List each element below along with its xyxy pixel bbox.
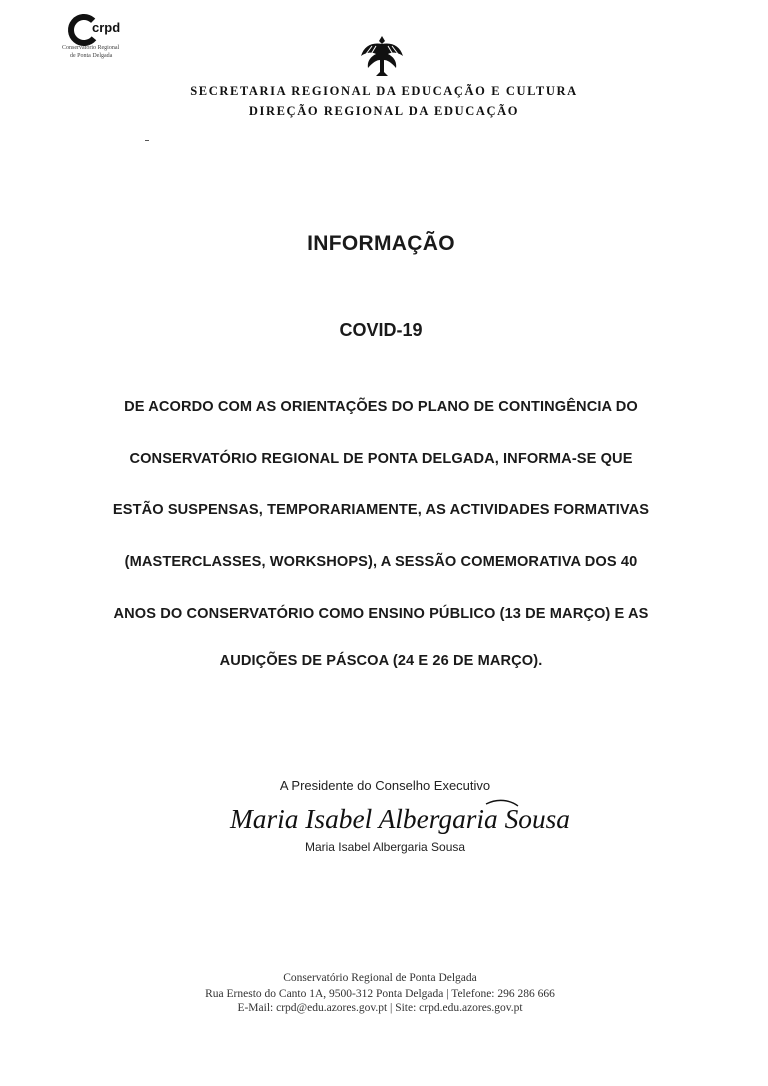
logo-text: crpd	[92, 20, 121, 35]
footer-contacts: E-Mail: crpd@edu.azores.gov.pt | Site: crpd.edu.azores.gov.pt	[237, 1002, 523, 1014]
scan-mark	[145, 140, 149, 141]
body-line: DE ACORDO COM AS ORIENTAÇÕES DO PLANO DE CONTINGÊNCIA DO	[124, 399, 638, 415]
body-line: (MASTERCLASSES, WORKSHOPS), A SESSÃO COMEMORATIVA DOS 40	[124, 554, 638, 570]
body-line: AUDIÇÕES DE PÁSCOA (24 E 26 DE MARÇO).	[219, 653, 543, 669]
eagle-crest-icon	[358, 32, 406, 78]
footer-institution: Conservatório Regional de Ponta Delgada	[283, 972, 477, 984]
body-line: CONSERVATÓRIO REGIONAL DE PONTA DELGADA, INFORMA-SE QUE	[129, 451, 633, 467]
signatory-role: A Presidente do Conselho Executivo	[279, 778, 491, 793]
document-subtitle: COVID-19	[339, 320, 423, 340]
footer-address: Rua Ernesto do Canto 1A, 9500-312 Ponta Delgada | Telefone: 296 286 666	[205, 988, 555, 1000]
logo-subtitle	[62, 44, 152, 60]
signature-script: Maria Isabel Albergaria Sousa	[228, 804, 570, 834]
body-line: ESTÃO SUSPENSAS, TEMPORARIAMENTE, AS ACTIVIDADES FORMATIVAS	[112, 502, 650, 518]
handwritten-signature	[226, 792, 576, 844]
header-line-2: DIREÇÃO REGIONAL DA EDUCAÇÃO	[248, 104, 520, 118]
signatory-name: Maria Isabel Albergaria Sousa	[304, 840, 466, 854]
logo-subtitle-line2: de Ponta Delgada	[70, 53, 113, 59]
logo-subtitle-line1: Conservatório Regional	[62, 45, 120, 51]
document-title: INFORMAÇÃO	[307, 232, 455, 255]
header-line-1: SECRETARIA REGIONAL DA EDUCAÇÃO E CULTURA	[190, 84, 578, 98]
body-line: ANOS DO CONSERVATÓRIO COMO ENSINO PÚBLICO (13 DE MARÇO) E AS	[113, 606, 649, 622]
